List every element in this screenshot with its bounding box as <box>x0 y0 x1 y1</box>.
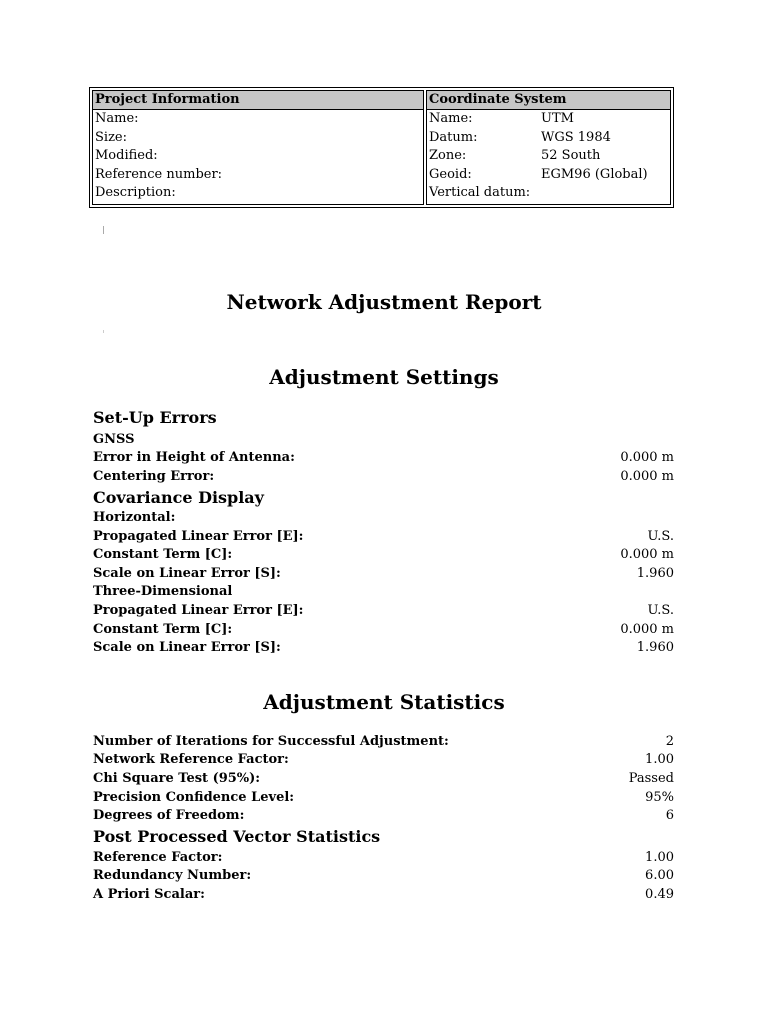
coordinate-system-header: Coordinate System <box>427 91 670 110</box>
setup-row-centering-error <box>93 468 674 486</box>
covariance-row-value: 1.960 <box>636 640 674 655</box>
coord-zone-label: Zone: <box>429 148 467 163</box>
covariance-row-value: U.S. <box>647 529 674 544</box>
stats-row-degrees-of-freedom <box>93 807 674 825</box>
stats-row-network-reference-factor <box>93 751 674 769</box>
horizontal-row-scale <box>93 565 674 583</box>
stats-row-confidence-level <box>93 789 674 807</box>
covariance-row-label: Propagated Linear Error [E]: <box>93 529 304 544</box>
covariance-row-value: 1.960 <box>636 566 674 581</box>
vector-row-label: Redundancy Number: <box>93 868 252 883</box>
stats-row-chi-square <box>93 770 674 788</box>
coord-vertical-datum-label: Vertical datum: <box>429 185 531 200</box>
covariance-row-value: 0.000 m <box>620 622 674 637</box>
project-size-row <box>93 129 423 148</box>
project-reference-row <box>93 166 423 185</box>
adjustment-statistics-heading: Adjustment Statistics <box>263 690 505 714</box>
info-tables <box>89 87 674 208</box>
gnss-label: GNSS <box>93 432 135 447</box>
project-name-row <box>93 110 423 129</box>
report-title: Network Adjustment Report <box>226 290 542 314</box>
vector-row-value: 1.00 <box>645 850 674 865</box>
coord-geoid-row <box>427 166 670 185</box>
coord-name-row <box>427 110 670 129</box>
stats-row-value: Passed <box>628 771 674 786</box>
project-modified-label: Modified: <box>95 148 158 163</box>
stats-row-label: Chi Square Test (95%): <box>93 771 261 786</box>
stats-row-label: Degrees of Freedom: <box>93 808 245 823</box>
coord-name-value: UTM <box>541 111 574 126</box>
covariance-row-label: Scale on Linear Error [S]: <box>93 566 281 581</box>
covariance-row-value: U.S. <box>647 603 674 618</box>
coord-name-label: Name: <box>429 111 473 126</box>
project-description-label: Description: <box>95 185 176 200</box>
stats-row-value: 95% <box>645 790 674 805</box>
stats-row-value: 6 <box>665 808 674 823</box>
coord-datum-label: Datum: <box>429 129 478 145</box>
setup-row-value: 0.000 m <box>620 450 674 465</box>
setup-row-value: 0.000 m <box>620 469 674 484</box>
covariance-row-label: Constant Term [C]: <box>93 622 233 637</box>
three-dimensional-label: Three-Dimensional <box>93 584 233 599</box>
stats-row-iterations <box>93 733 674 751</box>
project-name-label: Name: <box>95 111 139 126</box>
vector-row-value: 6.00 <box>645 868 674 883</box>
vector-row-label: Reference Factor: <box>93 850 223 865</box>
adjustment-settings-heading: Adjustment Settings <box>269 365 499 389</box>
covariance-row-value: 0.000 m <box>620 547 674 562</box>
project-description-row <box>93 184 423 203</box>
divider-mark <box>103 226 104 234</box>
project-modified-row <box>93 147 423 166</box>
coord-vertical-datum-row <box>427 184 670 203</box>
vector-row-a-priori-scalar <box>93 886 674 904</box>
project-size-label: Size: <box>95 129 127 145</box>
vector-row-value: 0.49 <box>645 887 674 902</box>
three-d-row-constant-term <box>93 621 674 639</box>
coord-geoid-label: Geoid: <box>429 166 472 182</box>
coord-zone-value: 52 South <box>541 148 601 163</box>
covariance-row-label: Scale on Linear Error [S]: <box>93 640 281 655</box>
coord-datum-row <box>427 129 670 148</box>
divider-mark <box>103 330 104 333</box>
stats-row-label: Number of Iterations for Successful Adjustment: <box>93 734 449 749</box>
stats-row-value: 1.00 <box>645 752 674 767</box>
stats-row-value: 2 <box>665 734 674 749</box>
coord-zone-row <box>427 147 670 166</box>
setup-row-label: Centering Error: <box>93 469 215 484</box>
setup-row-label: Error in Height of Antenna: <box>93 450 295 465</box>
covariance-row-label: Propagated Linear Error [E]: <box>93 603 304 618</box>
vector-row-label: A Priori Scalar: <box>93 887 205 902</box>
project-reference-label: Reference number: <box>95 166 223 182</box>
setup-errors-heading: Set-Up Errors <box>93 408 217 427</box>
three-d-row-propagated-error <box>93 602 674 620</box>
vector-row-redundancy-number <box>93 867 674 885</box>
covariance-display-heading: Covariance Display <box>93 488 264 507</box>
three-d-row-scale <box>93 639 674 657</box>
stats-row-label: Network Reference Factor: <box>93 752 289 767</box>
vector-row-reference-factor <box>93 849 674 867</box>
stats-row-label: Precision Confidence Level: <box>93 790 295 805</box>
coordinate-system-table <box>426 90 671 205</box>
coord-datum-value: WGS 1984 <box>541 129 611 145</box>
horizontal-label: Horizontal: <box>93 510 176 525</box>
covariance-row-label: Constant Term [C]: <box>93 547 233 562</box>
project-information-table <box>92 90 424 205</box>
horizontal-row-propagated-error <box>93 528 674 546</box>
horizontal-row-constant-term <box>93 546 674 564</box>
project-information-header: Project Information <box>93 91 423 110</box>
vector-statistics-heading: Post Processed Vector Statistics <box>93 827 381 846</box>
setup-row-antenna-height <box>93 449 674 467</box>
coord-geoid-value: EGM96 (Global) <box>541 166 648 182</box>
